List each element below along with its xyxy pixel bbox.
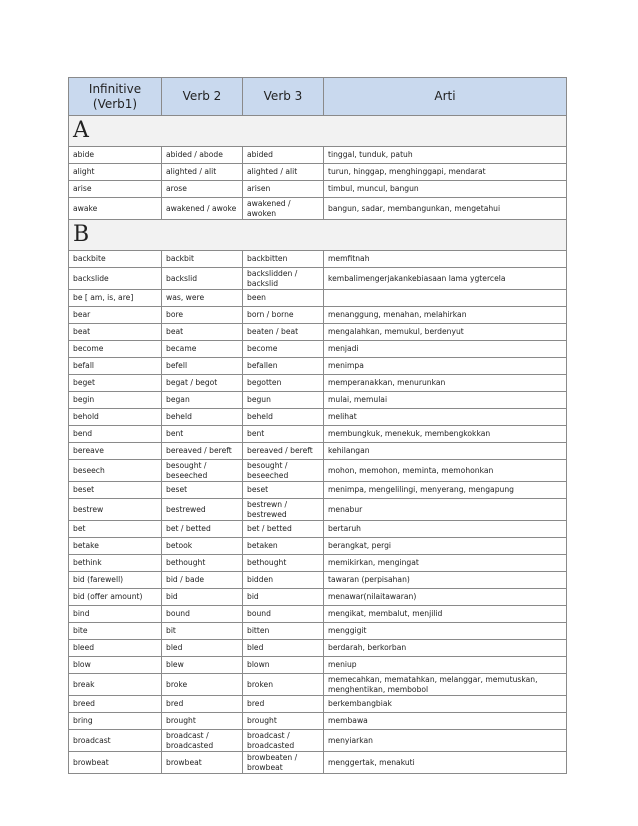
table-row <box>69 555 567 572</box>
cell-infinitive: beat <box>69 324 162 341</box>
cell-infinitive: bid (farewell) <box>69 572 162 589</box>
cell-infinitive: beseech <box>69 460 162 482</box>
cell-verb3: bid <box>243 589 324 606</box>
cell-verb3: brought <box>243 713 324 730</box>
cell-verb2: backbit <box>162 251 243 268</box>
cell-verb3: been <box>243 290 324 307</box>
cell-infinitive: arise <box>69 181 162 198</box>
cell-verb3: begotten <box>243 375 324 392</box>
cell-verb2: backslid <box>162 268 243 290</box>
cell-arti: meniup <box>324 657 567 674</box>
cell-infinitive: alight <box>69 164 162 181</box>
cell-verb3: arisen <box>243 181 324 198</box>
header-arti: Arti <box>324 78 567 116</box>
cell-verb3: begun <box>243 392 324 409</box>
cell-verb3: blown <box>243 657 324 674</box>
cell-verb2: broke <box>162 674 243 696</box>
cell-verb2: bet / betted <box>162 521 243 538</box>
cell-verb2: arose <box>162 181 243 198</box>
table-row <box>69 181 567 198</box>
cell-arti: mulai, memulai <box>324 392 567 409</box>
cell-verb2: bit <box>162 623 243 640</box>
cell-verb3: bestrewn / bestrewed <box>243 499 324 521</box>
cell-infinitive: become <box>69 341 162 358</box>
table-row <box>69 606 567 623</box>
table-row <box>69 713 567 730</box>
cell-verb2: besought / beseeched <box>162 460 243 482</box>
table-row <box>69 538 567 555</box>
cell-verb3: abided <box>243 147 324 164</box>
cell-infinitive: bear <box>69 307 162 324</box>
cell-arti: berkembangbiak <box>324 696 567 713</box>
cell-verb2: bound <box>162 606 243 623</box>
header-infinitive: Infinitive (Verb1) <box>69 78 162 116</box>
table-row <box>69 426 567 443</box>
cell-infinitive: abide <box>69 147 162 164</box>
cell-infinitive: backbite <box>69 251 162 268</box>
cell-infinitive: browbeat <box>69 752 162 774</box>
irregular-verbs-table <box>68 77 567 774</box>
cell-verb2: awakened / awoke <box>162 198 243 220</box>
header-verb2: Verb 2 <box>162 78 243 116</box>
table-row <box>69 460 567 482</box>
cell-verb2: beheld <box>162 409 243 426</box>
cell-arti: menimpa <box>324 358 567 375</box>
cell-arti: menanggung, menahan, melahirkan <box>324 307 567 324</box>
cell-verb2: bethought <box>162 555 243 572</box>
cell-infinitive: bethink <box>69 555 162 572</box>
cell-verb2: abided / abode <box>162 147 243 164</box>
cell-infinitive: befall <box>69 358 162 375</box>
table-row <box>69 657 567 674</box>
cell-verb2: bent <box>162 426 243 443</box>
cell-verb2: began <box>162 392 243 409</box>
cell-verb3: betaken <box>243 538 324 555</box>
cell-infinitive: begin <box>69 392 162 409</box>
cell-arti: tawaran (perpisahan) <box>324 572 567 589</box>
table-row <box>69 752 567 774</box>
cell-verb3: bereaved / bereft <box>243 443 324 460</box>
cell-arti: memecahkan, mematahkan, melanggar, memutuskan, menghentikan, membobol <box>324 674 567 696</box>
cell-arti: bangun, sadar, membangunkan, mengetahui <box>324 198 567 220</box>
cell-verb3: beheld <box>243 409 324 426</box>
cell-verb3: bled <box>243 640 324 657</box>
cell-verb3: bitten <box>243 623 324 640</box>
cell-arti: menjadi <box>324 341 567 358</box>
table-row <box>69 268 567 290</box>
section-letter: A <box>69 116 567 147</box>
cell-verb3: befallen <box>243 358 324 375</box>
table-row <box>69 443 567 460</box>
cell-arti: menggertak, menakuti <box>324 752 567 774</box>
cell-verb3: beaten / beat <box>243 324 324 341</box>
header-row <box>69 78 567 116</box>
cell-arti: melihat <box>324 409 567 426</box>
table-row <box>69 324 567 341</box>
cell-infinitive: be [ am, is, are] <box>69 290 162 307</box>
cell-infinitive: bid (offer amount) <box>69 589 162 606</box>
cell-verb2: betook <box>162 538 243 555</box>
cell-arti: bertaruh <box>324 521 567 538</box>
cell-verb3: beset <box>243 482 324 499</box>
cell-verb2: bid <box>162 589 243 606</box>
cell-arti: membawa <box>324 713 567 730</box>
cell-verb3: bidden <box>243 572 324 589</box>
table-row <box>69 640 567 657</box>
verb-table-page <box>68 77 566 774</box>
table-row <box>69 589 567 606</box>
cell-arti: menyiarkan <box>324 730 567 752</box>
cell-verb3: besought / beseeched <box>243 460 324 482</box>
cell-infinitive: bend <box>69 426 162 443</box>
cell-infinitive: betake <box>69 538 162 555</box>
table-row <box>69 358 567 375</box>
table-row <box>69 198 567 220</box>
cell-arti: berangkat, pergi <box>324 538 567 555</box>
cell-infinitive: backslide <box>69 268 162 290</box>
cell-infinitive: blow <box>69 657 162 674</box>
cell-verb3: bethought <box>243 555 324 572</box>
cell-infinitive: beget <box>69 375 162 392</box>
table-row <box>69 164 567 181</box>
cell-arti: menggigit <box>324 623 567 640</box>
cell-infinitive: beset <box>69 482 162 499</box>
cell-arti: menabur <box>324 499 567 521</box>
table-row <box>69 375 567 392</box>
cell-infinitive: behold <box>69 409 162 426</box>
header-verb3: Verb 3 <box>243 78 324 116</box>
cell-infinitive: bind <box>69 606 162 623</box>
cell-verb2: bid / bade <box>162 572 243 589</box>
cell-arti: memfitnah <box>324 251 567 268</box>
cell-verb2: alighted / alit <box>162 164 243 181</box>
cell-verb3: bet / betted <box>243 521 324 538</box>
cell-arti: tinggal, tunduk, patuh <box>324 147 567 164</box>
cell-verb2: became <box>162 341 243 358</box>
cell-infinitive: bereave <box>69 443 162 460</box>
table-row <box>69 696 567 713</box>
cell-arti: kehilangan <box>324 443 567 460</box>
cell-arti: menimpa, mengelilingi, menyerang, mengapung <box>324 482 567 499</box>
cell-infinitive: breed <box>69 696 162 713</box>
cell-verb3: bound <box>243 606 324 623</box>
table-row <box>69 307 567 324</box>
table-row <box>69 409 567 426</box>
cell-verb3: broken <box>243 674 324 696</box>
cell-infinitive: break <box>69 674 162 696</box>
cell-verb2: browbeat <box>162 752 243 774</box>
cell-verb3: alighted / alit <box>243 164 324 181</box>
cell-verb3: become <box>243 341 324 358</box>
table-row <box>69 147 567 164</box>
table-row <box>69 572 567 589</box>
cell-verb2: befell <box>162 358 243 375</box>
cell-verb3: born / borne <box>243 307 324 324</box>
table-row <box>69 674 567 696</box>
cell-verb2: was, were <box>162 290 243 307</box>
table-row <box>69 341 567 358</box>
cell-arti: membungkuk, menekuk, membengkokkan <box>324 426 567 443</box>
cell-verb3: bent <box>243 426 324 443</box>
cell-verb3: backslidden / backslid <box>243 268 324 290</box>
cell-verb2: bestrewed <box>162 499 243 521</box>
table-body <box>69 116 567 774</box>
cell-infinitive: awake <box>69 198 162 220</box>
table-row <box>69 290 567 307</box>
table-row <box>69 730 567 752</box>
cell-arti: turun, hinggap, menghinggapi, mendarat <box>324 164 567 181</box>
cell-arti: mohon, memohon, meminta, memohonkan <box>324 460 567 482</box>
cell-infinitive: bleed <box>69 640 162 657</box>
section-letter: B <box>69 220 567 251</box>
cell-infinitive: bring <box>69 713 162 730</box>
cell-verb2: beat <box>162 324 243 341</box>
cell-verb2: beset <box>162 482 243 499</box>
cell-arti: berdarah, berkorban <box>324 640 567 657</box>
cell-arti: memikirkan, mengingat <box>324 555 567 572</box>
cell-arti: memperanakkan, menurunkan <box>324 375 567 392</box>
cell-arti: mengikat, membalut, menjilid <box>324 606 567 623</box>
cell-verb2: bereaved / bereft <box>162 443 243 460</box>
cell-verb2: brought <box>162 713 243 730</box>
table-row <box>69 623 567 640</box>
cell-arti: timbul, muncul, bangun <box>324 181 567 198</box>
table-row <box>69 251 567 268</box>
cell-infinitive: bestrew <box>69 499 162 521</box>
cell-verb3: browbeaten / browbeat <box>243 752 324 774</box>
cell-verb2: bled <box>162 640 243 657</box>
cell-arti <box>324 290 567 307</box>
cell-verb2: begat / begot <box>162 375 243 392</box>
cell-infinitive: bite <box>69 623 162 640</box>
cell-arti: menawar(nilaitawaran) <box>324 589 567 606</box>
cell-verb2: bred <box>162 696 243 713</box>
section-row <box>69 116 567 147</box>
cell-arti: kembalimengerjakankebiasaan lama ygtercela <box>324 268 567 290</box>
cell-verb2: blew <box>162 657 243 674</box>
cell-infinitive: broadcast <box>69 730 162 752</box>
section-row <box>69 220 567 251</box>
table-row <box>69 482 567 499</box>
table-row <box>69 499 567 521</box>
cell-verb2: bore <box>162 307 243 324</box>
cell-arti: mengalahkan, memukul, berdenyut <box>324 324 567 341</box>
cell-verb2: broadcast / broadcasted <box>162 730 243 752</box>
table-row <box>69 521 567 538</box>
cell-infinitive: bet <box>69 521 162 538</box>
table-row <box>69 392 567 409</box>
cell-verb3: broadcast / broadcasted <box>243 730 324 752</box>
cell-verb3: bred <box>243 696 324 713</box>
cell-verb3: awakened / awoken <box>243 198 324 220</box>
cell-verb3: backbitten <box>243 251 324 268</box>
